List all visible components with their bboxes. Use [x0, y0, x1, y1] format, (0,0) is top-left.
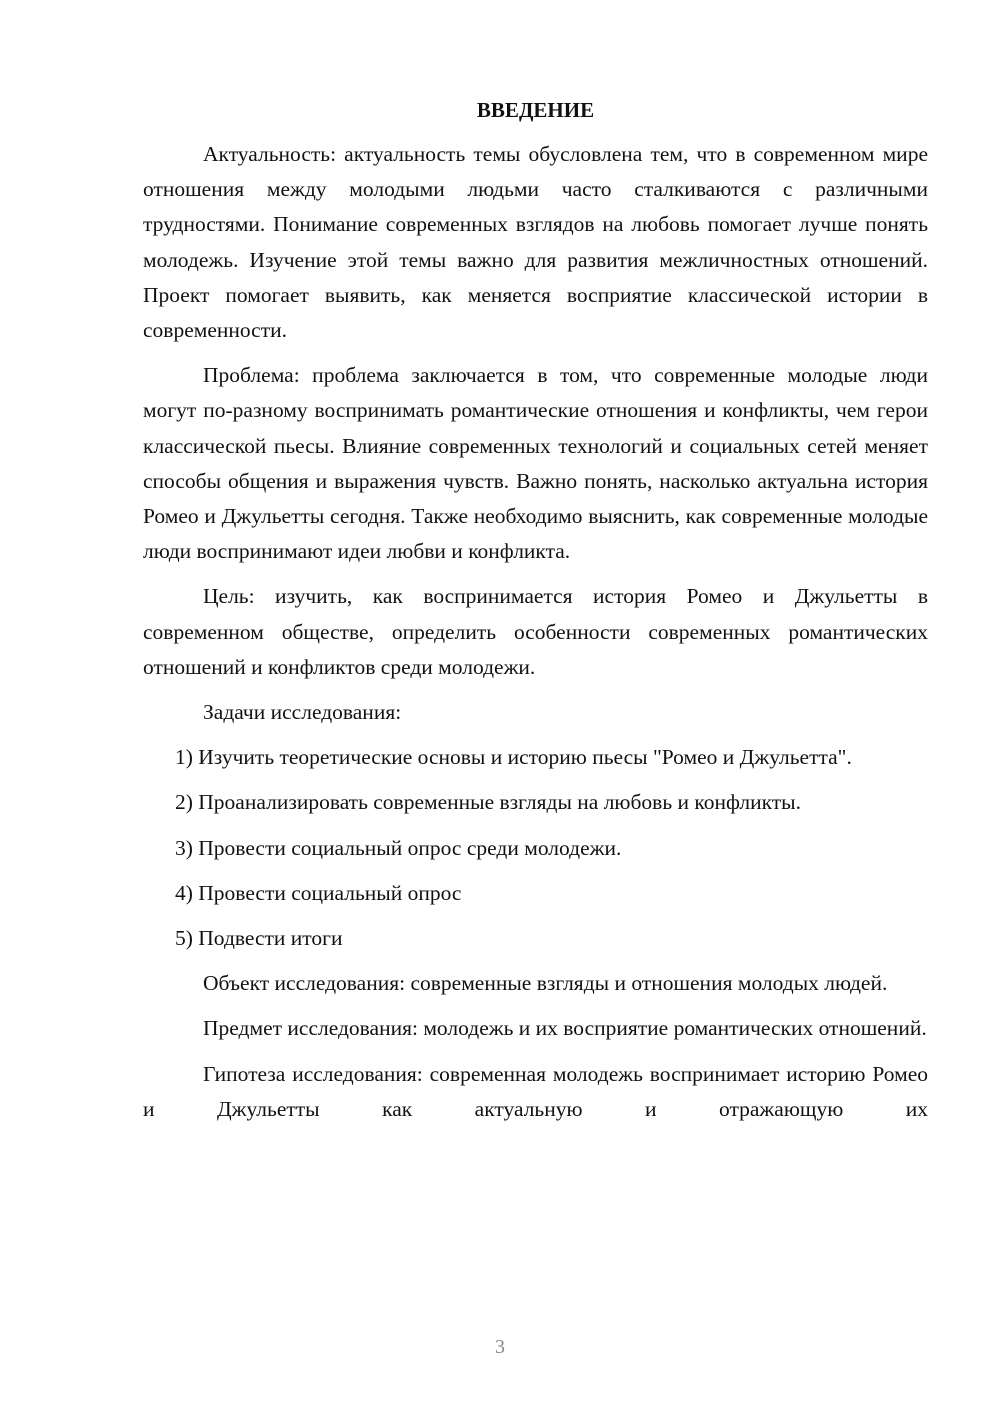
task-item-2: 2) Проанализировать современные взгляды на любовь и конфликты.	[175, 790, 801, 815]
section-title: ВВЕДЕНИЕ	[476, 98, 595, 122]
task-item-5: 5) Подвести итоги	[175, 926, 343, 951]
task-item-3: 3) Провести социальный опрос среди молодежи.	[175, 835, 622, 860]
goal-paragraph: Цель: изучить, как воспринимается история Ромео и Джульетты в современном обществе, определить особенности современных романтических отношений и конфликтов среди молодежи.	[143, 584, 928, 679]
hypothesis-paragraph: Гипотеза исследования: современная молодежь воспринимает историю Ромео и Джульетты как актуальную и отражающую их	[143, 1061, 928, 1121]
object-paragraph: Объект исследования: современные взгляды и отношения молодых людей.	[203, 971, 888, 996]
task-item-4: 4) Провести социальный опрос	[175, 880, 462, 905]
task-item-1: 1) Изучить теоретические основы и историю пьесы "Ромео и Джульетта".	[175, 745, 852, 770]
tasks-heading: Задачи исследования:	[203, 700, 402, 725]
page-number: 3	[495, 1336, 505, 1358]
page-content	[143, 94, 928, 1127]
relevance-paragraph: Актуальность: актуальность темы обусловлена тем, что в современном мире отношения между молодыми людьми часто сталкиваются с различными трудностями. Понимание современных взглядов на любовь помогает лучше понять молодежь. Изучение этой темы важно для развития межличностных отношений. Проект помогает выявить, как меняется восприятие классической истории в современности.	[143, 142, 928, 343]
subject-paragraph: Предмет исследования: молодежь и их восприятие романтических отношений.	[203, 1016, 927, 1041]
problem-paragraph: Проблема: проблема заключается в том, что современные молодые люди могут по-разному воспринимать романтические отношения и конфликты, чем герои классической пьесы. Влияние современных технологий и социальных сетей меняет способы общения и выражения чувств. Важно понять, насколько актуальна история Ромео и Джульетты сегодня. Также необходимо выяснить, как современные молодые люди воспринимают идеи любви и конфликта.	[143, 363, 928, 564]
